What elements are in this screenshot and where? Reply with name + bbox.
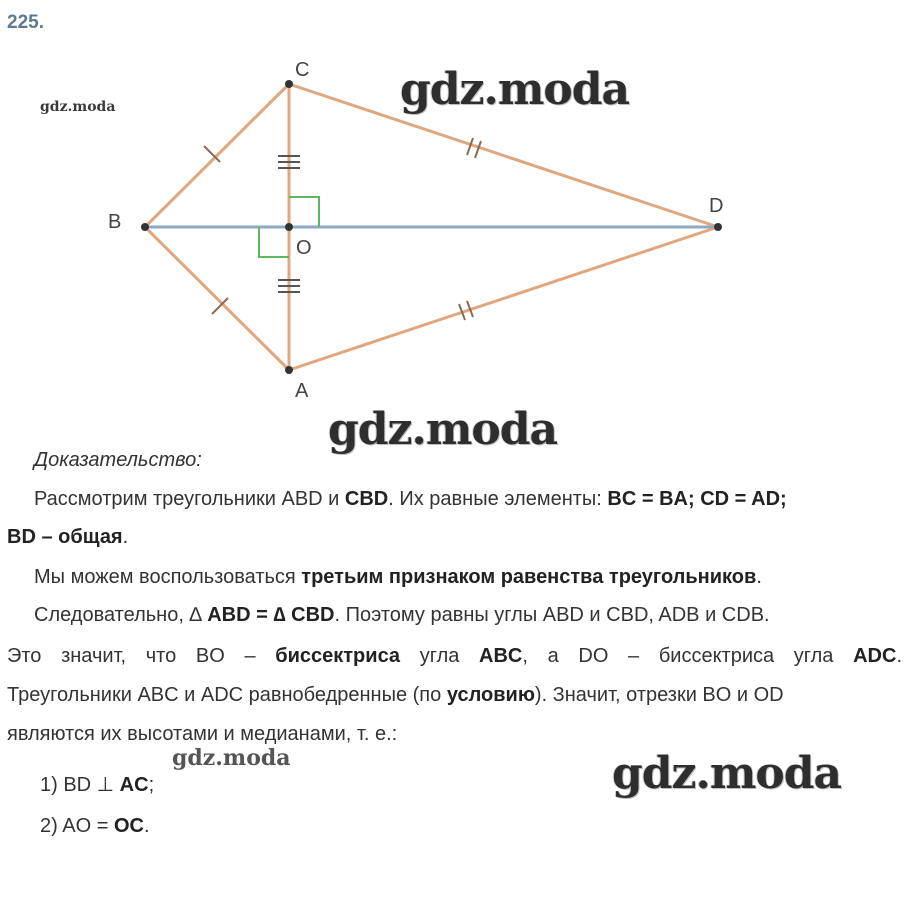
segment-ad <box>289 227 718 370</box>
point-o <box>285 223 293 231</box>
list-item-2: 2) AO = OC. <box>40 815 150 837</box>
watermark-small-bottom: gdz.moda <box>172 745 291 771</box>
paragraph-1-line-2: BD – общая. <box>7 526 129 548</box>
paragraph-4: Это значит, что BO – биссектриса угла ABC, а DO – биссектриса угла ADC. <box>7 645 902 667</box>
paragraph-1-line-1: Рассмотрим треугольники ABD и CBD. Их равные элементы: BC = BA; CD = AD; <box>34 488 787 510</box>
label-c: C <box>295 59 310 81</box>
problem-number: 225. <box>7 12 44 33</box>
watermark-small-top: gdz.moda <box>40 99 116 115</box>
double-tick-marks <box>459 138 481 320</box>
point-c <box>285 80 293 88</box>
watermark-middle: gdz.moda <box>328 404 558 455</box>
segment-ba <box>145 227 289 370</box>
segment-bc <box>145 84 289 227</box>
point-a <box>285 366 293 374</box>
proof-heading: Доказательство: <box>34 449 202 471</box>
paragraph-6: являются их высотами и медианами, т. е.: <box>7 723 398 745</box>
point-d <box>714 223 722 231</box>
point-b <box>141 223 149 231</box>
label-o: O <box>296 237 312 259</box>
paragraph-2: Мы можем воспользоваться третьим признаком равенства треугольников. <box>34 566 762 588</box>
list-item-1: 1) BD ⊥ AC; <box>40 774 155 796</box>
watermark-top: gdz.moda <box>400 64 630 115</box>
watermark-bottom: gdz.moda <box>612 748 842 799</box>
label-b: B <box>108 211 122 233</box>
paragraph-3: Следовательно, ∆ ABD = ∆ CBD. Поэтому равны углы ABD и CBD, ADB и CDB. <box>34 604 770 626</box>
label-d: D <box>709 195 724 217</box>
paragraph-5: Треугольники ABC и ADC равнобедренные (по условию). Значит, отрезки BO и OD <box>7 684 784 706</box>
label-a: A <box>295 380 309 402</box>
